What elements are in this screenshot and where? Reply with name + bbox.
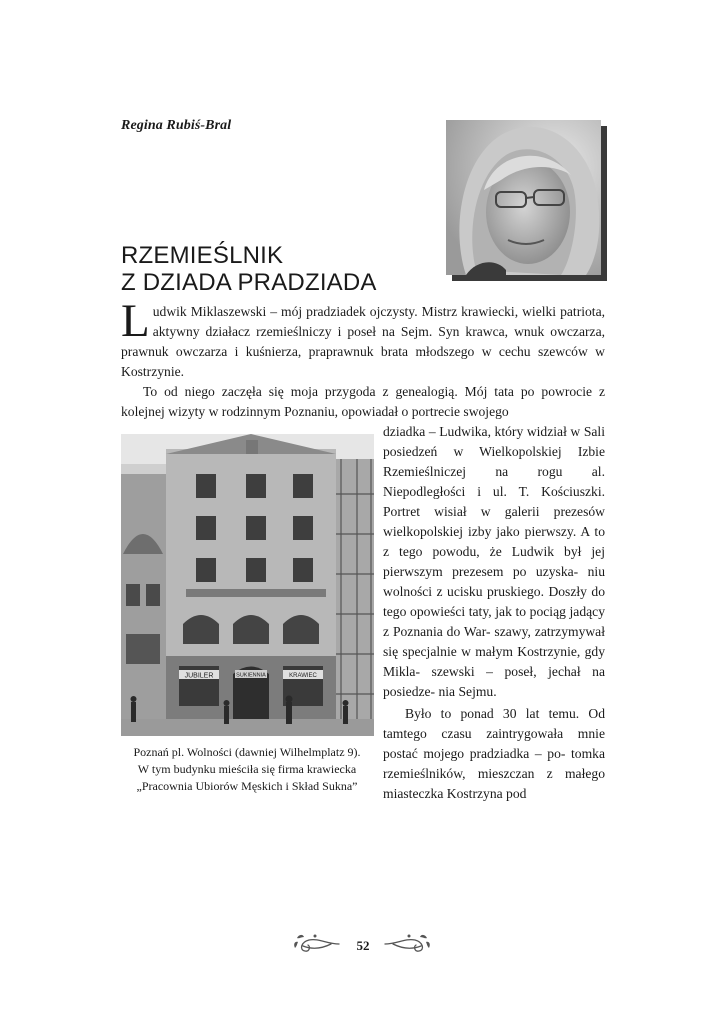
shop-sign-sukiennia: SUKIENNIA	[236, 672, 266, 679]
paragraph-1-text: udwik Miklaszewski – mój pradziadek ojczysty. Mistrz krawiecki, wielki patriota, aktywny działacz rzemieślniczy i poseł na Sejm. Syn krawca, wnuk owczarza, prawnuk owczarza i kuśnierza, praprawnuk brata młodszego w cechu szewców w Kostrzynie.	[121, 304, 605, 379]
portrait-image	[446, 120, 601, 275]
page-number: 52	[356, 938, 370, 953]
paragraph-2-full-width: To od niego zaczęła się moja przygoda z genealogią. Mój tata po powrocie z kolejnej wizyty w rodzinnym Poznaniu, opowiadał o portrecie swojego	[121, 384, 605, 419]
title-line-1: RZEMIEŚLNIK	[121, 242, 284, 270]
author-name: Regina Rubiś-Bral	[121, 118, 232, 133]
paragraph-2-column: dziadka – Ludwika, który widział w Sali posiedzeń w Wielkopolskiej Izbie Rzemieślniczej na rogu al. Niepodległości i ul. T. Kościuszki. Portret wisiał w galerii prezesów wielkopolskiej izby jako pierwszy. A to z tego powodu, że Ludwik był jej pierwszym prezesem po uzyska- niu wolności z ucisku pruskiego. Doszły do tego opowieści taty, jak to pociąg jadący z Poznania do War- szawy, zatrzymywał się specjalnie w małym Kostrzynie, gdy Mikla- szewski – poseł, jechał na posiedze- nia Sejmu.	[383, 424, 605, 699]
photo-caption	[116, 744, 378, 795]
caption-line-2: W tym budynku mieściła się firma krawiecka	[137, 762, 357, 776]
article-title	[121, 242, 431, 296]
paragraph-3: Było to ponad 30 lat temu. Od tamtego czasu zaintrygowała mnie postać mojego pradziadka – po- tomka rzemieślników, mieszczan z małego miasteczka Kostrzyna pod	[383, 706, 605, 801]
title-line-2: Z DZIADA PRADZIADA	[121, 269, 377, 297]
author-portrait	[446, 120, 601, 275]
shop-sign-jubiler: JUBILER	[184, 672, 214, 680]
drop-cap: L	[121, 295, 150, 347]
paragraph-1	[121, 295, 605, 382]
building-illustration	[121, 434, 374, 736]
building-photo	[121, 434, 374, 736]
caption-line-1: Poznań pl. Wolności (dawniej Wilhelmplatz 9).	[133, 745, 361, 759]
shop-sign-krawiec: KRAWIEC	[289, 673, 317, 679]
caption-line-3: „Pracownia Ubiorów Męskich i Skład Sukna”	[136, 779, 358, 793]
